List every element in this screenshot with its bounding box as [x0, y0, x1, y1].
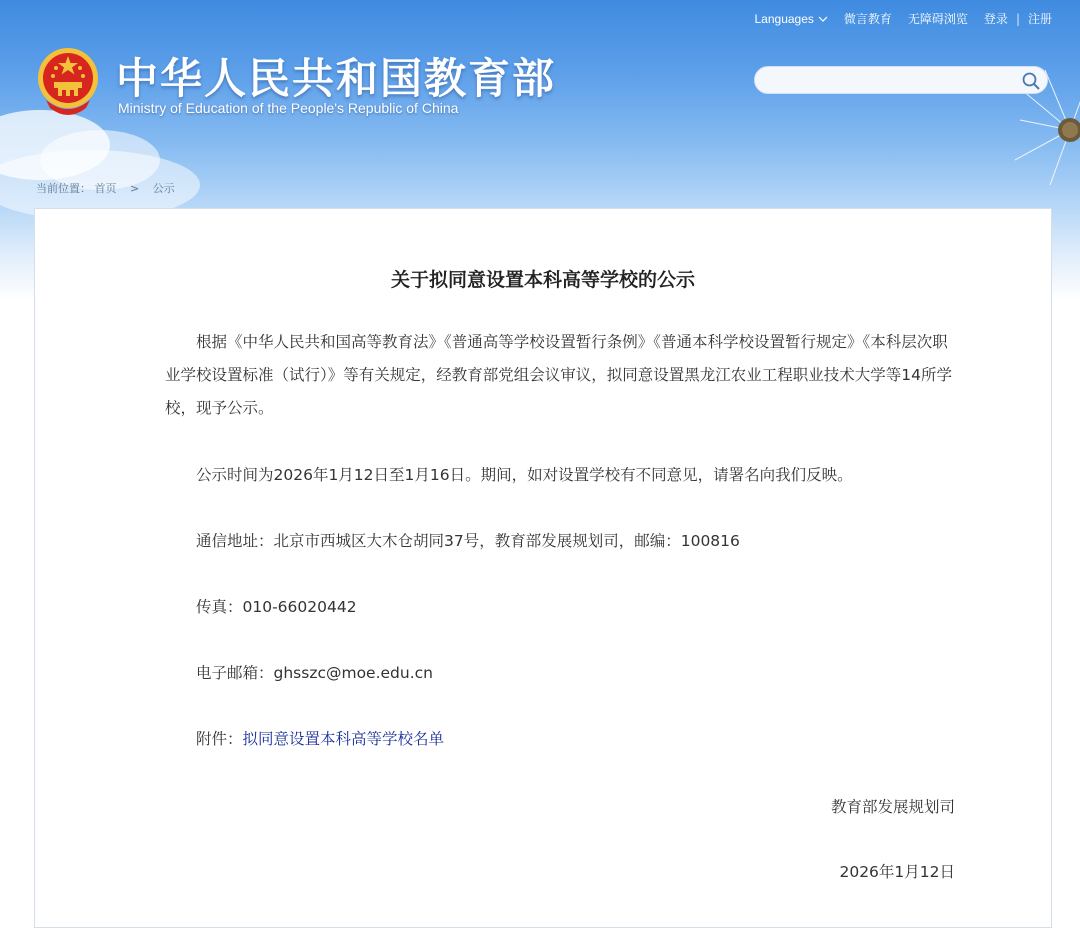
- link-separator: |: [1015, 11, 1020, 26]
- languages-label: Languages: [754, 11, 814, 26]
- breadcrumb-prefix: 当前位置：: [36, 182, 91, 195]
- breadcrumb-current[interactable]: 公示: [152, 182, 175, 195]
- site-title: 中华人民共和国教育部: [116, 54, 557, 103]
- attachment-label: 附件：: [196, 730, 243, 748]
- attachment-link[interactable]: 拟同意设置本科高等学校名单: [242, 730, 445, 748]
- article-signature: 教育部发展规划司: [830, 798, 955, 816]
- register-link[interactable]: 注册: [1027, 12, 1052, 26]
- article-paragraph: 通信地址：北京市西城区大木仓胡同37号，教育部发展规划司，邮编：100816: [196, 532, 740, 550]
- article-paragraph: 公示时间为2026年1月12日至1月16日。期间，如对设置学校有不同意见，请署名向我们反映。: [196, 466, 853, 484]
- accessibility-link[interactable]: 无障碍浏览: [907, 12, 968, 26]
- search-input[interactable]: [767, 67, 1021, 95]
- national-emblem-icon: [36, 46, 100, 118]
- languages-dropdown[interactable]: [755, 12, 828, 26]
- article-date: 2026年1月12日: [839, 863, 955, 881]
- article-paragraph: 根据《中华人民共和国高等教育法》《普通高等学校设置暂行条例》《普通本科学校设置暂行规定》《本科层次职业学校设置标准（试行）》等有关规定，经教育部党组会议审议，拟同意设置黑龙江农业工程职业技术大学等14所学校，现予公示。: [165, 333, 952, 417]
- breadcrumb: [36, 180, 185, 196]
- login-link[interactable]: 登录: [983, 12, 1008, 26]
- breadcrumb-separator: >: [130, 182, 140, 195]
- site-subtitle-english: Ministry of Education of the People's Republic of China: [118, 100, 459, 116]
- top-links-bar: [755, 10, 1053, 27]
- article-paragraph: 电子邮箱：ghsszc@moe.edu.cn: [196, 664, 433, 682]
- weiyan-education-link[interactable]: 微言教育: [843, 12, 892, 26]
- search-bar: [754, 66, 1048, 94]
- breadcrumb-home-link[interactable]: 首页: [94, 182, 117, 195]
- article-card: [34, 208, 1052, 928]
- search-icon[interactable]: [1021, 71, 1041, 91]
- article-title: 关于拟同意设置本科高等学校的公示: [390, 269, 695, 291]
- attachment-line: [165, 723, 955, 756]
- article-paragraph: 传真：010-66020442: [196, 598, 357, 616]
- chevron-down-icon: [818, 16, 828, 22]
